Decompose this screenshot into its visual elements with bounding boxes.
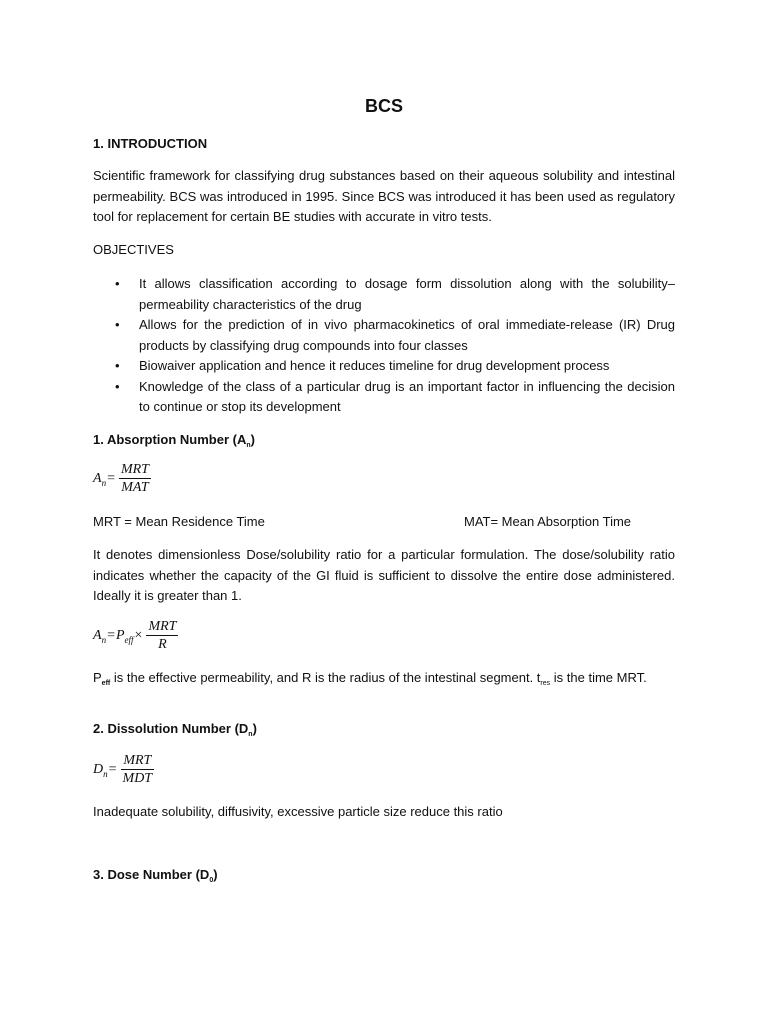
dose-heading: 3. Dose Number $(D_0)$ [93,867,218,884]
list-item: • Knowledge of the class of a particular drug is an important factor in influencing the decision to continue or stop its development [115,378,675,414]
bullet-icon: • [115,378,120,394]
peff-paragraph: $P_{eff}$ is the effective permeability, and R is the radius of the intestinal segment. $t_{res}$ is the time MRT. [93,670,647,687]
mrt-definition: MRT = Mean Residence Time [93,514,265,529]
absorption-equation-2: $A_n=P_{eff}\times$ $\frac{\text{MRT}}{R}$ [93,619,177,652]
intro-heading: 1. INTRODUCTION [93,136,208,151]
bullet-icon: • [115,358,120,373]
objectives-heading: OBJECTIVES [93,242,174,257]
document-title: BCS [364,96,403,116]
objectives-list [93,274,675,418]
list-item: • It allows classification according to dosage form dissolution along with the solubility–permeability characteristics of the drug [115,276,675,312]
dissolution-paragraph: Inadequate solubility, diffusivity, excessive particle size reduce this ratio [93,804,503,819]
bullet-icon: • [115,317,120,332]
dissolution-heading: 2. Dissolution Number $(D_n)$ [93,721,257,738]
list-item: • Allows for the prediction of in vivo pharmacokinetics of oral immediate-release (IR) Drug products by classifying drug compounds into four classes [115,317,675,353]
absorption-equation-1: $A_n=$ $\frac{\text{MRT}}{\text{MAT}}$ [93,462,149,495]
list-item: • Biowaiver application and hence it reduces timeline for drug development process [93,356,675,377]
dissolution-equation: $D_n=$ $\frac{\text{MRT}}{\text{MDT}}$ [93,753,153,786]
bullet-icon: • [115,276,120,291]
absorption-paragraph: It denotes dimensionless Dose/solubility ratio for a particular formulation. The dose/solubility ratio indicates whether the capacity of the GI fluid is sufficient to dissolve the entire dose administered. Ideally it is greater than 1. [93,547,675,603]
absorption-heading: 1. Absorption Number $(A_n)$ [93,432,255,449]
intro-paragraph: Scientific framework for classifying drug substances based on their aqueous solubility and intestinal permeability. BCS was introduced in 1995. Since BCS was introduced it has been used as regulatory tool for replacement for certain BE studies with accurate in vitro tests. [93,168,675,224]
mat-definition: MAT= Mean Absorption Time [464,514,632,529]
